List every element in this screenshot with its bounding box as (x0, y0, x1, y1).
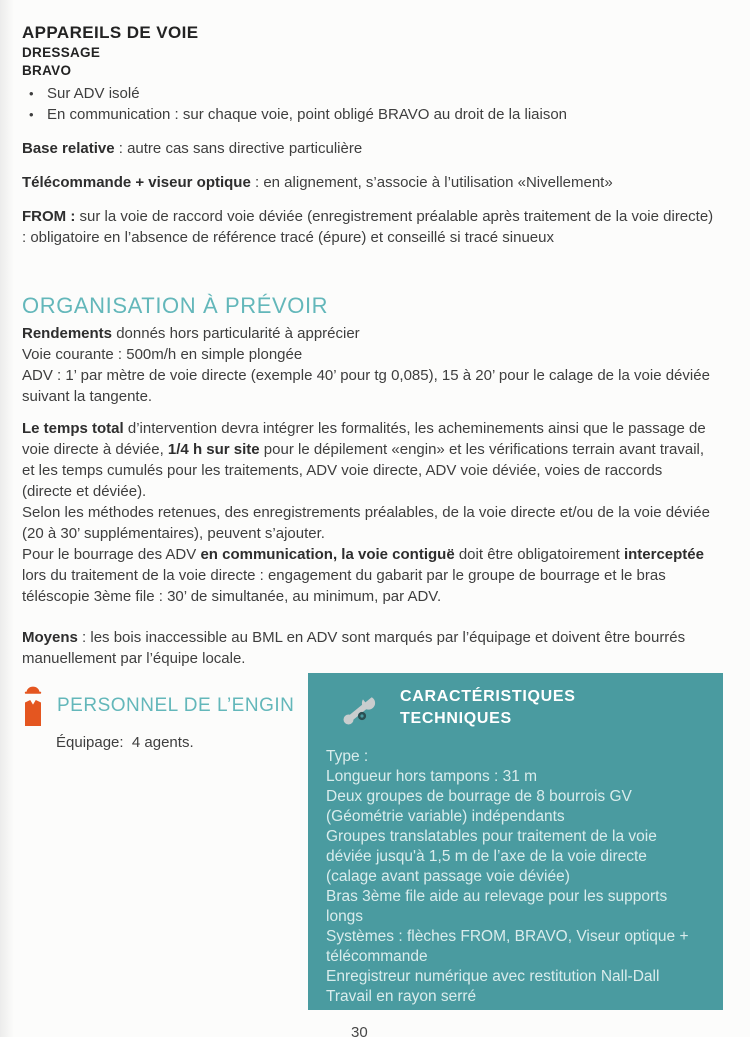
page-title: APPAREILS DE VOIE (22, 23, 199, 42)
tech-spec-line: Longueur hors tampons : 31 m (326, 768, 538, 785)
tech-spec-line: Type : (326, 748, 369, 765)
bullet-list (22, 83, 714, 125)
list-item (22, 83, 714, 104)
tech-spec-line: (Géométrie variable) indépendants (326, 808, 565, 825)
bullet-icon: • (29, 86, 34, 101)
paragraph-bourrage-adv: Pour le bourrage des ADV en communication, la voie contiguë doit être obligatoirement interceptée lors du traitement de la voie directe : engagement du gabarit par le groupe de bourrage et le bras téléscopie 3ème file : 30’ de simultanée, au minimum, par ADV. (22, 546, 704, 605)
technical-characteristics-panel (308, 673, 723, 1010)
tech-spec-line: Travail en rayon serré (326, 988, 477, 1005)
page-subtitle-dressage: DRESSAGE (22, 45, 101, 60)
main-content (22, 22, 714, 669)
tech-icon-wrap (326, 686, 400, 731)
bullet-icon: • (29, 107, 34, 122)
paragraph-temps-total: Le temps total d’intervention devra intégrer les formalités, les acheminements ainsi que le passage de voie directe à déviée, 1/4 h sur site pour le dépilement «engin» et les vérifications terrain avant travail, et les temps cumulés pour les traitements, ADV voie directe, ADV voie déviée, voies de raccords (directe et déviée). (22, 420, 706, 500)
bullet-text: En communication : sur chaque voie, point obligé BRAVO au droit de la liaison (47, 106, 568, 123)
paragraph-selon-methodes: Selon les méthodes retenues, des enregistrements préalables, de la voie directe et/ou de la voie déviée (20 à 30’ supplémentaires), peuvent s’ajouter. (22, 504, 710, 542)
personnel-heading-row (22, 685, 302, 727)
tech-spec-line: déviée jusqu'à 1,5 m de l’axe de la voie directe (326, 848, 647, 865)
rendements-line: Voie courante : 500m/h en simple plongée (22, 346, 303, 363)
tech-title-line2: TECHNIQUES (400, 710, 512, 727)
tech-spec-line: Bras 3ème file aide au relevage pour les supports (326, 888, 668, 905)
paragraph-telecommande: Télécommande + viseur optique : en alignement, s’associe à l’utilisation «Nivellement» (22, 174, 613, 191)
tech-spec-line: télécommande (326, 948, 428, 965)
rendements-line: ADV : 1’ par mètre de voie directe (exemple 40’ pour tg 0,085), 15 à 20’ pour le calage de la voie déviée suivant la tangente. (22, 367, 710, 405)
tech-title (400, 686, 576, 730)
rendements-block (22, 323, 714, 407)
tech-spec-list (326, 747, 705, 1007)
rendements-line: Rendements donnés hors particularité à apprécier (22, 325, 360, 342)
tech-spec-line: (calage avant passage voie déviée) (326, 868, 570, 885)
list-item (22, 104, 714, 125)
page-number: 30 (351, 1024, 368, 1037)
tech-spec-line: Deux groupes de bourrage de 8 bourrois GV (326, 788, 632, 805)
tech-spec-line: longs (326, 908, 364, 925)
tech-spec-line: Groupes translatables pour traitement de la voie (326, 828, 657, 845)
personnel-section (22, 685, 302, 751)
tech-title-row (326, 686, 705, 731)
tech-spec-line: Enregistreur numérique avec restitution Nall-Dall (326, 968, 660, 985)
page-subtitle-bravo: BRAVO (22, 63, 72, 78)
paragraph-moyens: Moyens : les bois inaccessible au BML en ADV sont marqués par l’équipage et doivent être bourrés manuellement par l’équipe locale. (22, 629, 686, 667)
temps-total-block (22, 418, 714, 607)
personnel-heading: PERSONNEL DE L’ENGIN (57, 695, 295, 716)
section-heading-organisation: ORGANISATION À PRÉVOIR (22, 293, 329, 318)
paragraph-base-relative: Base relative : autre cas sans directive particulière (22, 140, 363, 157)
bullet-text: Sur ADV isolé (47, 85, 140, 102)
tech-spec-line: Systèmes : flèches FROM, BRAVO, Viseur optique + (326, 928, 689, 945)
paragraph-from: FROM : sur la voie de raccord voie déviée (enregistrement préalable après traitement de la voie directe) : obligatoire en l’absence de référence tracé (épure) et conseillé si tracé sinueux (22, 208, 714, 246)
bottom-section (0, 673, 750, 1037)
worker-icon (22, 685, 44, 727)
tech-title-line1: CARACTÉRISTIQUES (400, 688, 576, 705)
crew-count: Équipage: 4 agents. (56, 734, 194, 751)
wrench-icon (341, 694, 379, 726)
